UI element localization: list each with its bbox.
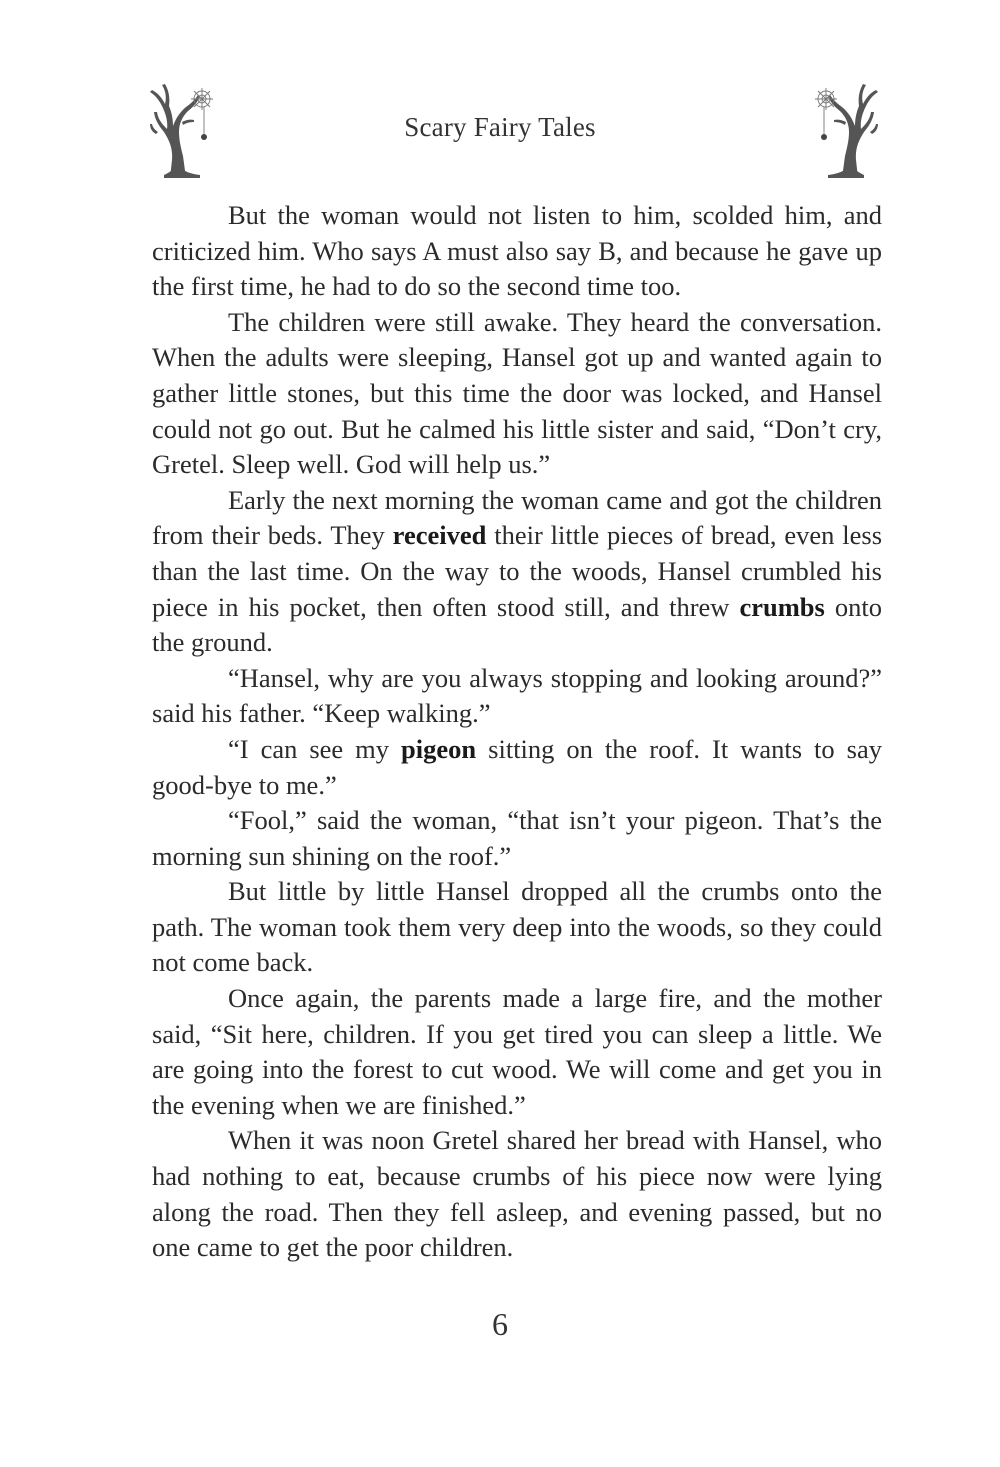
bold-vocabulary-word: crumbs bbox=[739, 591, 825, 622]
story-paragraph bbox=[152, 732, 882, 803]
story-text bbox=[152, 198, 882, 1266]
text-run: But little by little Hansel dropped all the crumbs onto the path. The woman took them very deep into the woods, so they could not come back. bbox=[152, 876, 882, 978]
story-paragraph bbox=[152, 483, 882, 661]
text-run: their little pieces of bread, even less than the last time. On the way to the woods, Hansel crumbled his piece in his pocket, then often stood still, and threw bbox=[152, 520, 883, 622]
story-paragraph bbox=[152, 803, 882, 874]
bold-vocabulary-word: received bbox=[392, 520, 487, 551]
page-number: 6 bbox=[492, 1306, 508, 1342]
running-head-title: Scary Fairy Tales bbox=[404, 112, 596, 142]
text-run: Early the next morning the woman came and got the children from their beds. They bbox=[152, 484, 882, 551]
text-run: onto the ground. bbox=[152, 591, 882, 658]
text-run: When it was noon Gretel shared her bread with Hansel, who had nothing to eat, because crumbs of his piece now were lying along the road. Then they fell asleep, and evening passed, but no one came to get the poor children. bbox=[152, 1125, 882, 1263]
story-paragraph bbox=[152, 981, 882, 1123]
text-run: Once again, the parents made a large fire, and the mother said, “Sit here, children. If you get tired you can sleep a little. We are going into the forest to cut wood. We will come and get you in the evening when we are finished.” bbox=[152, 983, 882, 1120]
story-paragraph bbox=[152, 874, 882, 981]
spooky-tree-icon bbox=[804, 82, 886, 178]
story-paragraph bbox=[152, 305, 882, 483]
bold-vocabulary-word: pigeon bbox=[401, 733, 477, 764]
text-run: “I can see my bbox=[228, 733, 402, 764]
text-run: The children were still awake. They heard the conversation. When the adults were sleeping, Hansel got up and wanted again to gather little stones, but this time the door was locked, and Hansel could not go out. But he calmed his little sister and said, “Don’t cry, Gretel. Sleep well. God will help us.” bbox=[152, 306, 882, 480]
story-paragraph bbox=[152, 1123, 882, 1265]
story-paragraph bbox=[152, 198, 882, 305]
text-run: “Hansel, why are you always stopping and looking around?” said his father. “Keep walking.” bbox=[152, 662, 882, 729]
story-paragraph bbox=[152, 661, 882, 732]
text-run: sitting on the roof. It wants to say good-bye to me.” bbox=[152, 733, 882, 800]
text-run: “Fool,” said the woman, “that isn’t your pigeon. That’s the morning sun shining on the roof.” bbox=[152, 805, 882, 871]
text-run: But the woman would not listen to him, scolded him, and criticized him. Who says A must also say B, and because he gave up the first time, he had to do so the second time too. bbox=[152, 200, 882, 302]
